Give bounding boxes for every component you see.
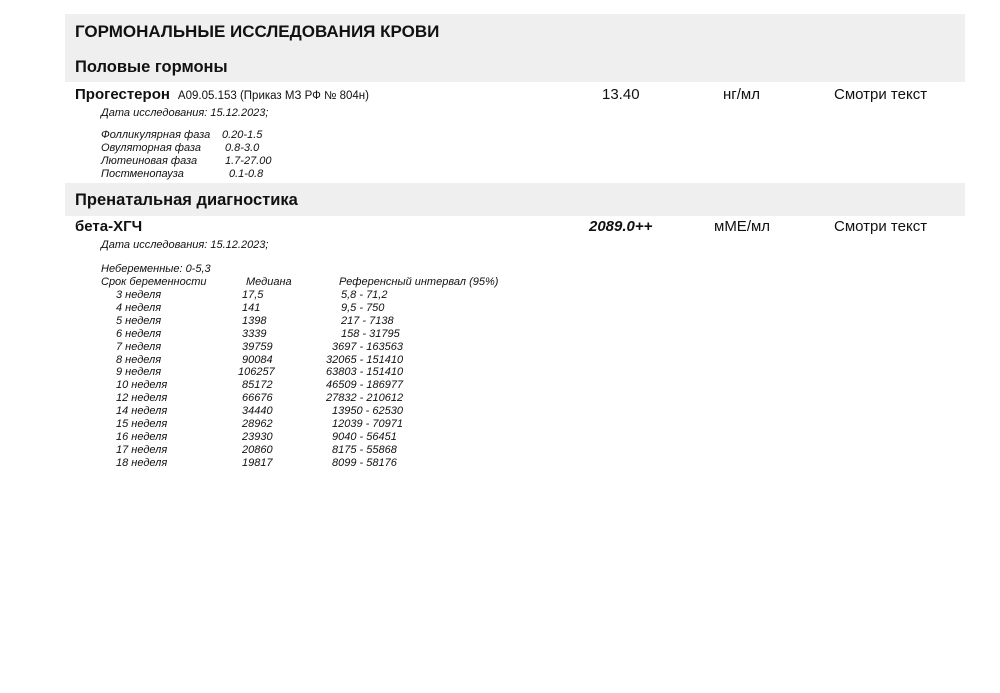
test-name-text: Прогестерон [75, 86, 170, 103]
cell-interval: 3697 - 163563 [332, 340, 403, 353]
header-median: Медиана [246, 276, 292, 288]
range-label: Лютеиновая фаза [101, 155, 198, 167]
range-value: 0.20-1.5 [222, 129, 263, 141]
cell-median: 17,5 [242, 289, 264, 301]
cell-term: 15 неделя [116, 418, 168, 430]
cell-term: 17 неделя [116, 443, 168, 456]
cell-term: 8 неделя [116, 353, 162, 366]
cell-interval: 8175 - 55868 [332, 443, 397, 456]
test-name: бета-ХГЧ [75, 218, 143, 235]
cell-term: 3 неделя [116, 289, 162, 301]
cell-median: 106257 [238, 366, 275, 379]
cell-term: 14 неделя [116, 405, 168, 418]
cell-median: 66676 [242, 392, 273, 405]
cell-interval: 13950 - 62530 [332, 405, 403, 418]
cell-term: 4 неделя [116, 301, 162, 314]
cell-median: 3339 [242, 327, 267, 340]
cell-term: 5 неделя [116, 314, 162, 327]
cell-median: 23930 [242, 430, 273, 443]
test-date: Дата исследования: 15.12.2023; [101, 239, 269, 251]
cell-interval: 9040 - 56451 [332, 430, 397, 443]
cell-median: 34440 [242, 405, 273, 418]
cell-interval: 9,5 - 750 [341, 301, 385, 314]
cell-median: 28962 [242, 418, 273, 430]
cell-interval: 217 - 7138 [341, 314, 394, 327]
test-unit: нг/мл [723, 86, 760, 103]
range-label: Фолликулярная фаза [101, 129, 211, 141]
cell-term: 16 неделя [116, 430, 168, 443]
section-title: Пренатальная диагностика [75, 191, 298, 209]
cell-term: 6 неделя [116, 327, 162, 340]
cell-median: 85172 [242, 379, 273, 392]
range-value: 1.7-27.00 [225, 155, 272, 167]
test-reference: Смотри текст [834, 86, 928, 103]
cell-interval: 63803 - 151410 [326, 366, 404, 379]
cell-interval: 27832 - 210612 [326, 392, 404, 405]
cell-interval: 12039 - 70971 [332, 418, 403, 430]
cell-term: 7 неделя [116, 340, 162, 353]
test-name [75, 86, 369, 103]
cell-median: 19817 [242, 456, 273, 469]
cell-term: 18 неделя [116, 456, 168, 469]
cell-median: 39759 [242, 340, 273, 353]
header-interval: Референсный интервал (95%) [339, 276, 499, 288]
cell-median: 20860 [242, 443, 273, 456]
test-unit: мМЕ/мл [714, 218, 771, 235]
nonpregnant-range: Небеременные: 0-5,3 [101, 263, 211, 275]
range-value: 0.1-0.8 [229, 168, 264, 180]
test-value: 13.40 [602, 86, 640, 103]
cell-median: 1398 [242, 314, 267, 327]
range-label: Постменопауза [101, 168, 184, 180]
cell-interval: 8099 - 58176 [332, 456, 397, 469]
range-value: 0.8-3.0 [225, 142, 260, 154]
header-term: Срок беременности [101, 276, 207, 288]
cell-median: 141 [242, 301, 261, 314]
cell-term: 12 неделя [116, 392, 168, 405]
cell-interval: 32065 - 151410 [326, 353, 404, 366]
section-title: Половые гормоны [75, 58, 228, 76]
report-title: ГОРМОНАЛЬНЫЕ ИССЛЕДОВАНИЯ КРОВИ [75, 22, 440, 41]
test-value: 2089.0++ [589, 218, 653, 235]
test-code: А09.05.153 (Приказ МЗ РФ № 804н) [177, 90, 369, 102]
cell-term: 10 неделя [116, 379, 168, 392]
cell-interval: 158 - 31795 [341, 327, 400, 340]
test-date: Дата исследования: 15.12.2023; [101, 107, 269, 119]
cell-median: 90084 [242, 353, 273, 366]
range-label: Овуляторная фаза [101, 142, 201, 154]
cell-term: 9 неделя [116, 366, 162, 379]
cell-interval: 46509 - 186977 [326, 379, 404, 392]
test-reference: Смотри текст [834, 218, 928, 235]
cell-interval: 5,8 - 71,2 [341, 289, 388, 301]
